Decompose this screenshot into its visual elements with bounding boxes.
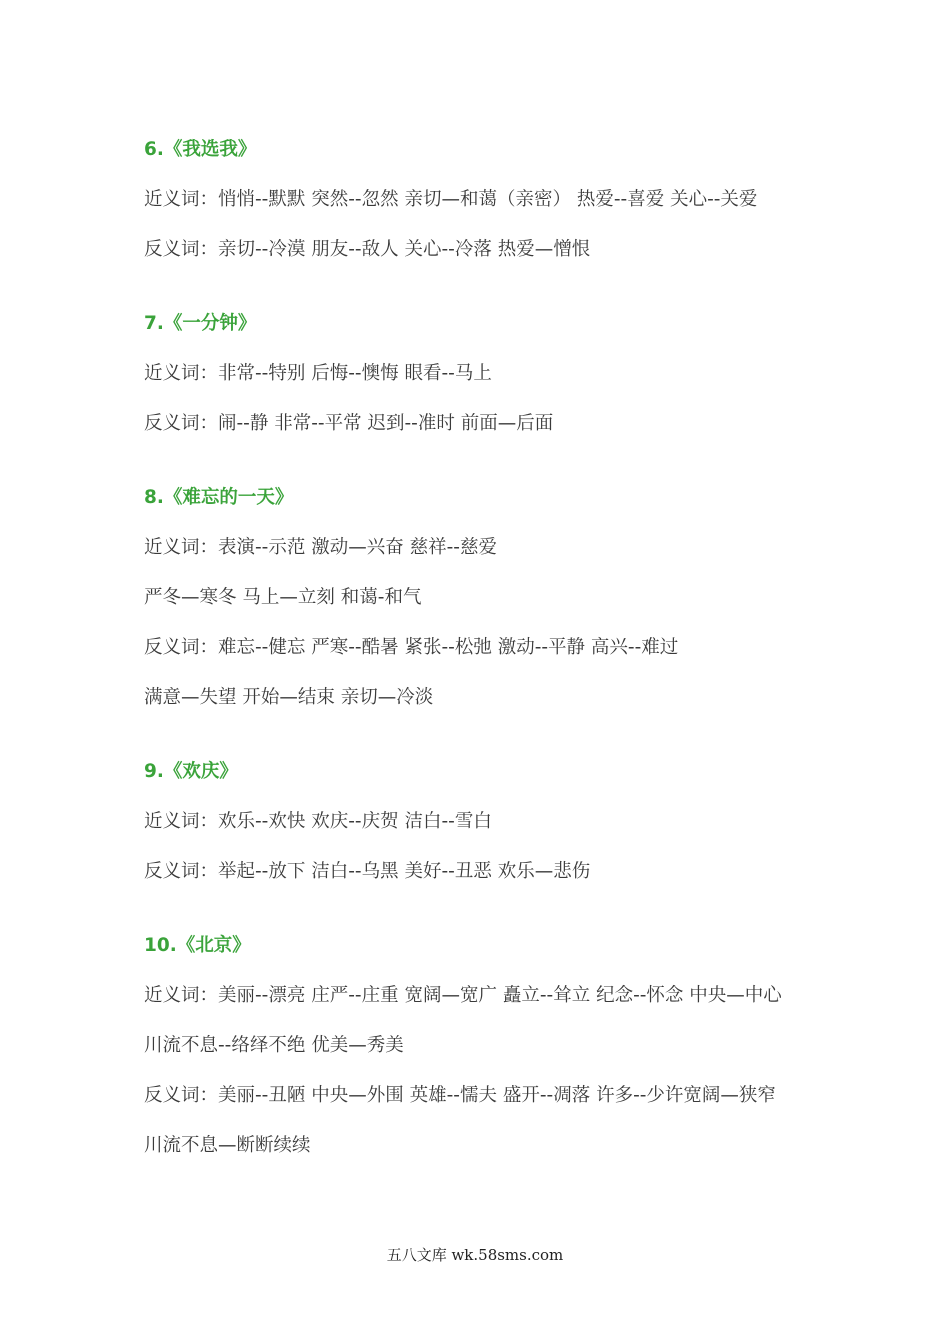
lesson-8-synonyms: 近义词：表演--示范 激动—兴奋 慈祥--慈爱 bbox=[144, 537, 497, 558]
lesson-7-title: 7.《一分钟》 bbox=[144, 313, 257, 334]
lesson-10-title: 10.《北京》 bbox=[144, 935, 251, 956]
lesson-10-antonyms: 反义词：美丽--丑陋 中央—外围 英雄--懦夫 盛开--凋落 许多--少许宽阔—狭窄 bbox=[144, 1085, 776, 1106]
footer-watermark: 五八文库 wk.58sms.com bbox=[386, 1246, 564, 1264]
lesson-9-synonyms: 近义词：欢乐--欢快 欢庆--庆贺 洁白--雪白 bbox=[144, 811, 492, 832]
lesson-7-antonyms: 反义词：闹--静 非常--平常 迟到--准时 前面—后面 bbox=[144, 413, 554, 434]
lesson-10-synonyms-continued: 川流不息--络绎不绝 优美—秀美 bbox=[144, 1035, 404, 1056]
lesson-9-antonyms: 反义词：举起--放下 洁白--乌黑 美好--丑恶 欢乐—悲伤 bbox=[144, 861, 591, 882]
lesson-6-antonyms: 反义词：亲切--冷漠 朋友--敌人 关心--冷落 热爱—憎恨 bbox=[144, 239, 591, 260]
lesson-8-antonyms-continued: 满意—失望 开始—结束 亲切—冷淡 bbox=[144, 687, 434, 708]
lesson-8-antonyms: 反义词：难忘--健忘 严寒--酷暑 紧张--松弛 激动--平静 高兴--难过 bbox=[144, 637, 679, 658]
lesson-8-title: 8.《难忘的一天》 bbox=[144, 487, 294, 508]
lesson-6-synonyms: 近义词：悄悄--默默 突然--忽然 亲切—和蔼（亲密） 热爱--喜爱 关心--关爱 bbox=[144, 189, 758, 210]
lesson-10-antonyms-continued: 川流不息—断断续续 bbox=[144, 1135, 311, 1156]
lesson-10-synonyms: 近义词：美丽--漂亮 庄严--庄重 宽阔—宽广 矗立--耸立 纪念--怀念 中央—中心 bbox=[144, 985, 782, 1006]
lesson-8-synonyms-continued: 严冬—寒冬 马上—立刻 和蔼-和气 bbox=[144, 587, 422, 608]
lesson-7-synonyms: 近义词：非常--特别 后悔--懊悔 眼看--马上 bbox=[144, 363, 492, 384]
lesson-6-title: 6.《我选我》 bbox=[144, 139, 257, 160]
lesson-9-title: 9.《欢庆》 bbox=[144, 761, 238, 782]
